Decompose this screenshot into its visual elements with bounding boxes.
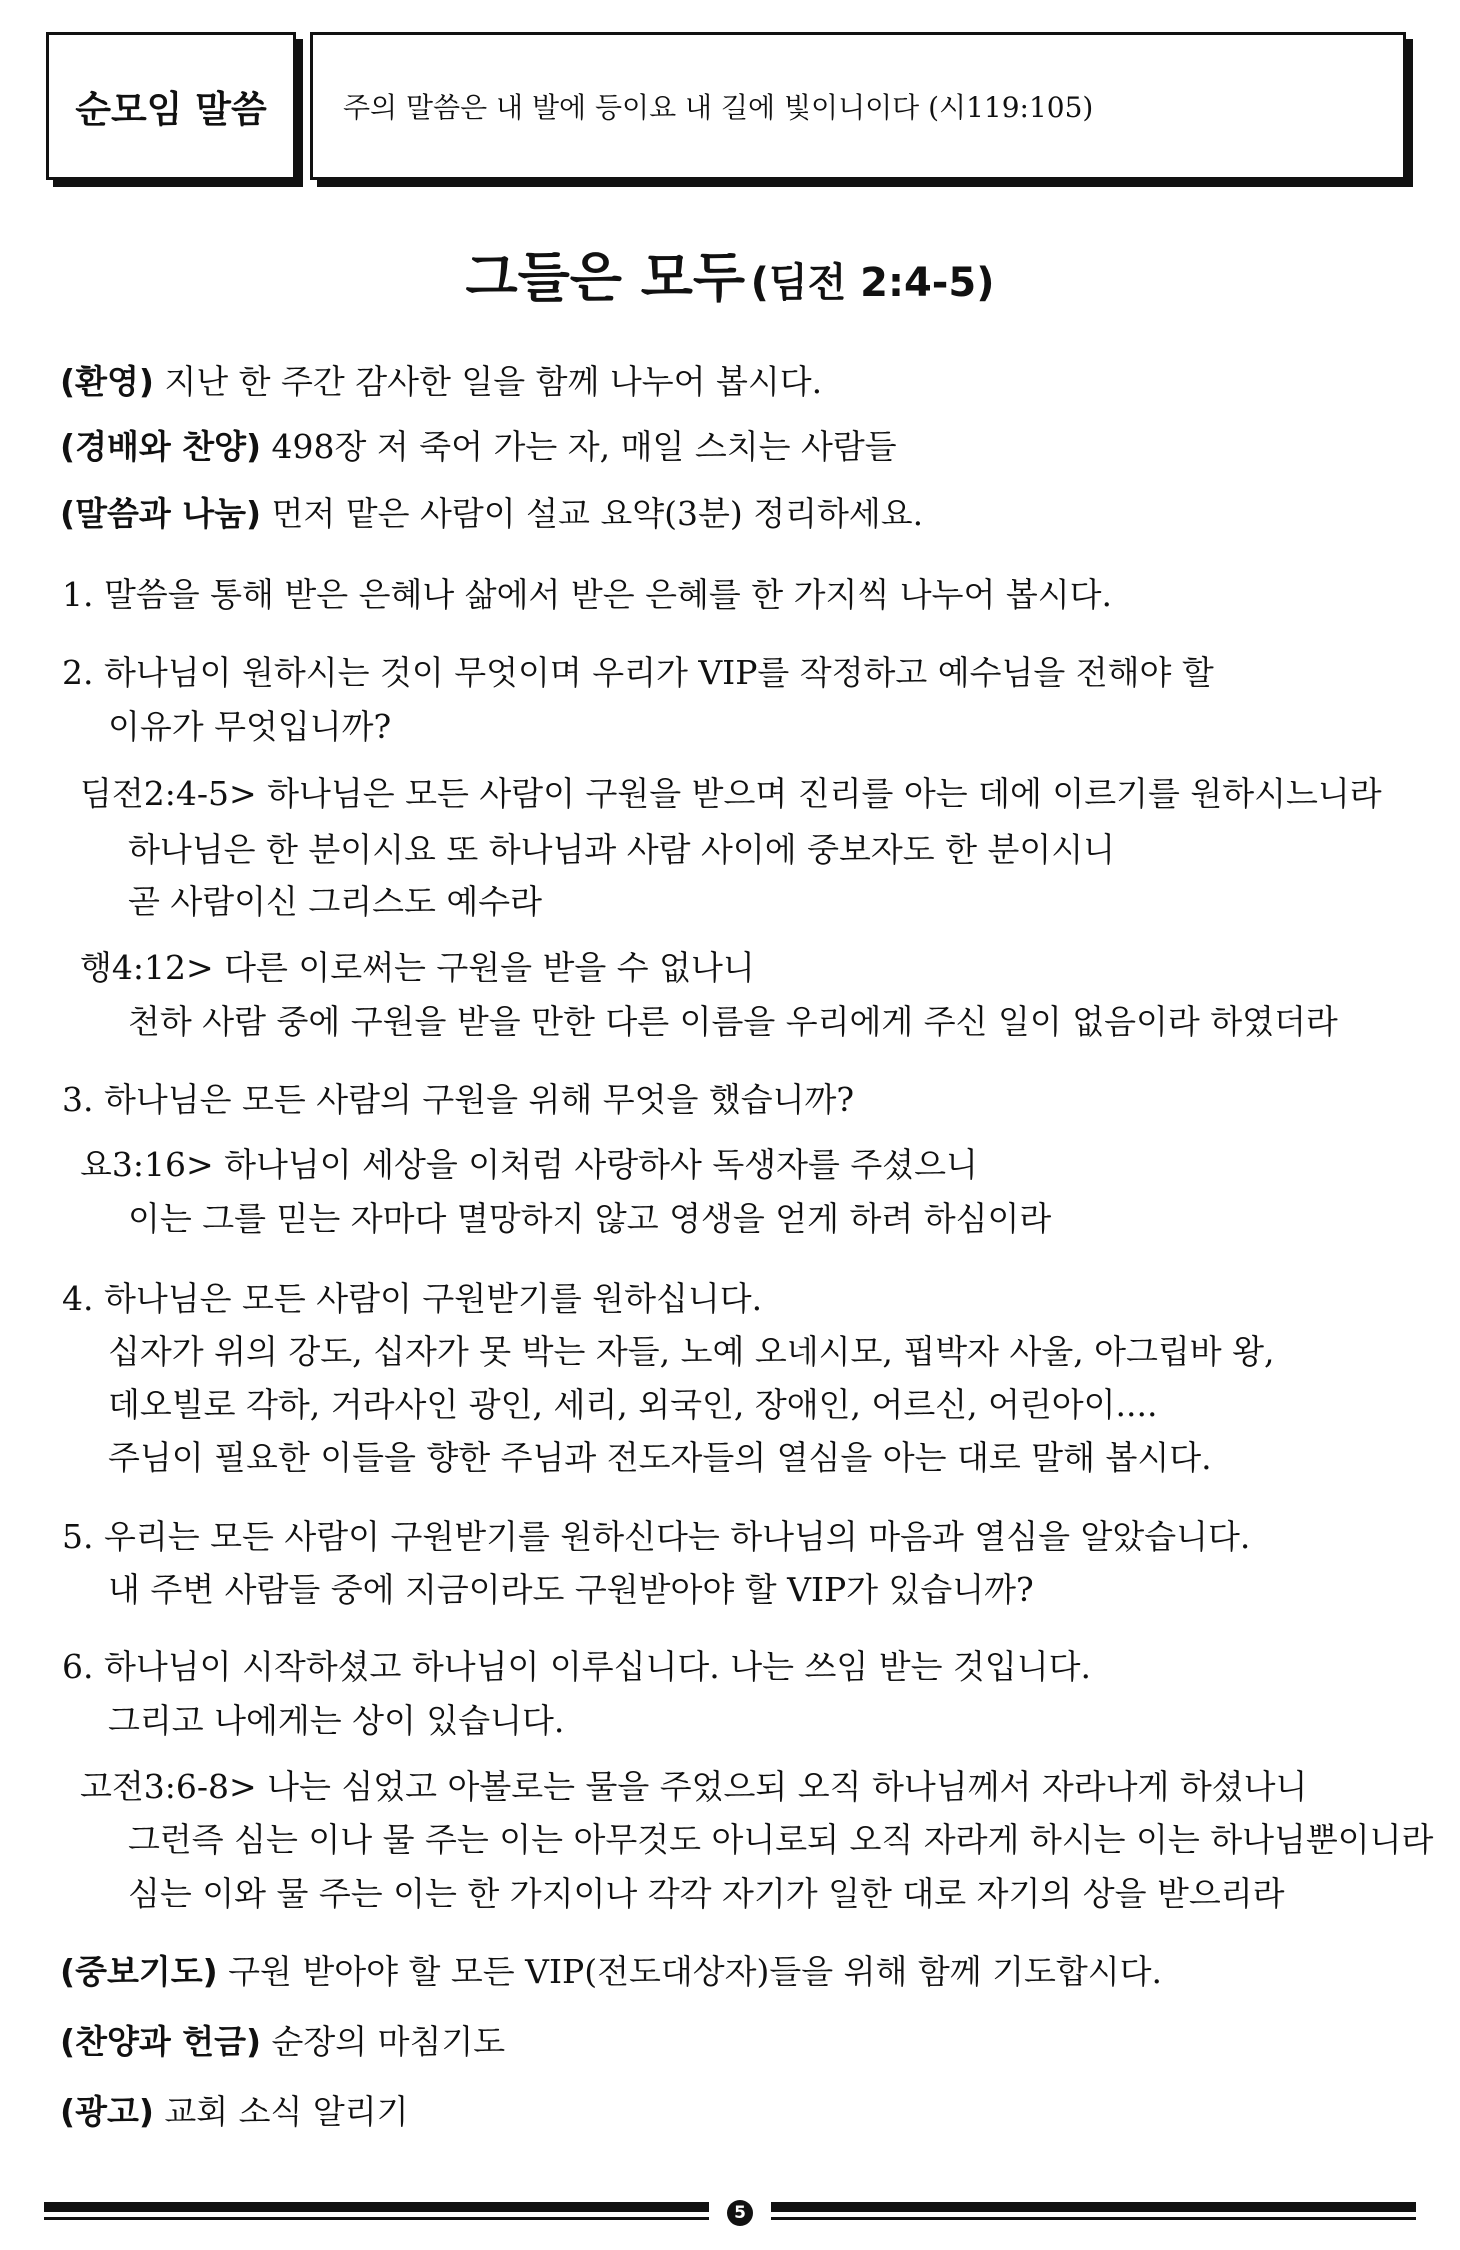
section-label: 순모임 말씀 xyxy=(75,88,267,131)
intro-tag: (경배와 찬양) xyxy=(60,427,262,466)
question-1: 1. 말씀을 통해 받은 은혜나 삶에서 받은 은혜를 한 가지씩 나누어 봅시다. xyxy=(62,575,1112,614)
scripture-line: 천하 사람 중에 구원을 받을 만한 다른 이름을 우리에게 주신 일이 없음이라 하였더라 xyxy=(128,1002,1338,1041)
question-5-cont: 내 주변 사람들 중에 지금이라도 구원받아야 할 VIP가 있습니까? xyxy=(108,1570,1034,1609)
question-2-cont: 이유가 무엇입니까? xyxy=(108,707,392,746)
question-5: 5. 우리는 모든 사람이 구원받기를 원하신다는 하나님의 마음과 열심을 알았습니다. xyxy=(62,1517,1251,1556)
scripture-corinthians: 고전3:6-8> 나는 심었고 아볼로는 물을 주었으되 오직 하나님께서 자라나게 하셨나니 xyxy=(80,1767,1308,1806)
question-6: 6. 하나님이 시작하셨고 하나님이 이루십니다. 나는 쓰임 받는 것입니다. xyxy=(62,1647,1091,1686)
closing-text: 구원 받아야 할 모든 VIP(전도대상자)들을 위해 함께 기도합시다. xyxy=(217,1952,1162,1991)
question-4-cont: 주님이 필요한 이들을 향한 주님과 전도자들의 열심을 아는 대로 말해 봅시다. xyxy=(108,1438,1212,1477)
scripture-line: 하나님은 한 분이시요 또 하나님과 사람 사이에 중보자도 한 분이시니 xyxy=(128,830,1115,869)
title-reference: (딤전 2:4-5) xyxy=(750,260,995,306)
intro-text: 먼저 맡은 사람이 설교 요약(3분) 정리하세요. xyxy=(261,494,924,533)
closing-text: 교회 소식 알리기 xyxy=(153,2092,409,2131)
page-number: 5 xyxy=(727,2200,753,2226)
scripture-line: 심는 이와 물 주는 이는 한 가지이나 각각 자기가 일한 대로 자기의 상을 받으리라 xyxy=(128,1874,1285,1913)
closing-text: 순장의 마침기도 xyxy=(261,2022,506,2061)
intro-text: 498장 저 죽어 가는 자, 매일 스치는 사람들 xyxy=(261,427,897,466)
question-3: 3. 하나님은 모든 사람의 구원을 위해 무엇을 했습니까? xyxy=(62,1080,855,1119)
question-4-cont: 데오빌로 각하, 거라사인 광인, 세리, 외국인, 장애인, 어르신, 어린아이.... xyxy=(108,1385,1158,1424)
footer-rule-left-thick xyxy=(44,2202,709,2212)
scripture-acts: 행4:12> 다른 이로써는 구원을 받을 수 없나니 xyxy=(80,948,755,987)
scripture-line: 곧 사람이신 그리스도 예수라 xyxy=(128,882,543,921)
intro-text: 지난 한 주간 감사한 일을 함께 나누어 봅시다. xyxy=(153,362,823,401)
question-6-cont: 그리고 나에게는 상이 있습니다. xyxy=(108,1701,565,1740)
intro-worship xyxy=(60,425,897,469)
section-label-box xyxy=(46,32,296,180)
footer-rule-right-thick xyxy=(771,2202,1416,2212)
closing-tag: (찬양과 헌금) xyxy=(60,2022,262,2061)
closing-tag: (광고) xyxy=(60,2092,154,2131)
question-4-cont: 십자가 위의 강도, 십자가 못 박는 자들, 노예 오네시모, 핍박자 사울, 아그립바 왕, xyxy=(108,1332,1275,1371)
scripture-line: 그런즉 심는 이나 물 주는 이는 아무것도 아니로되 오직 자라게 하시는 이는 하나님뿐이니라 xyxy=(128,1820,1434,1859)
intro-welcome xyxy=(60,360,822,404)
closing-offering xyxy=(60,2020,505,2064)
intro-tag: (말씀과 나눔) xyxy=(60,494,262,533)
title-main: 그들은 모두 xyxy=(465,246,746,309)
scripture-line: 이는 그를 믿는 자마다 멸망하지 않고 영생을 얻게 하려 하심이라 xyxy=(128,1199,1052,1238)
scripture-timothy: 딤전2:4-5> 하나님은 모든 사람이 구원을 받으며 진리를 아는 데에 이르기를 원하시느니라 xyxy=(80,774,1382,813)
intro-sharing xyxy=(60,492,923,536)
header-verse: 주의 말씀은 내 발에 등이요 내 길에 빛이니이다 (시119:105) xyxy=(343,91,1094,124)
question-4: 4. 하나님은 모든 사람이 구원받기를 원하십니다. xyxy=(62,1279,763,1318)
closing-tag: (중보기도) xyxy=(60,1952,218,1991)
footer-rule-right-thin xyxy=(771,2217,1416,2220)
page-title xyxy=(0,235,1460,312)
verse-box xyxy=(310,32,1406,180)
question-2: 2. 하나님이 원하시는 것이 무엇이며 우리가 VIP를 작정하고 예수님을 전해야 할 xyxy=(62,653,1214,692)
intro-tag: (환영) xyxy=(60,362,154,401)
footer-rule-left-thin xyxy=(44,2217,709,2220)
closing-announcements xyxy=(60,2090,409,2134)
page-footer xyxy=(44,2200,1416,2226)
scripture-john: 요3:16> 하나님이 세상을 이처럼 사랑하사 독생자를 주셨으니 xyxy=(80,1145,978,1184)
closing-intercession xyxy=(60,1950,1162,1994)
